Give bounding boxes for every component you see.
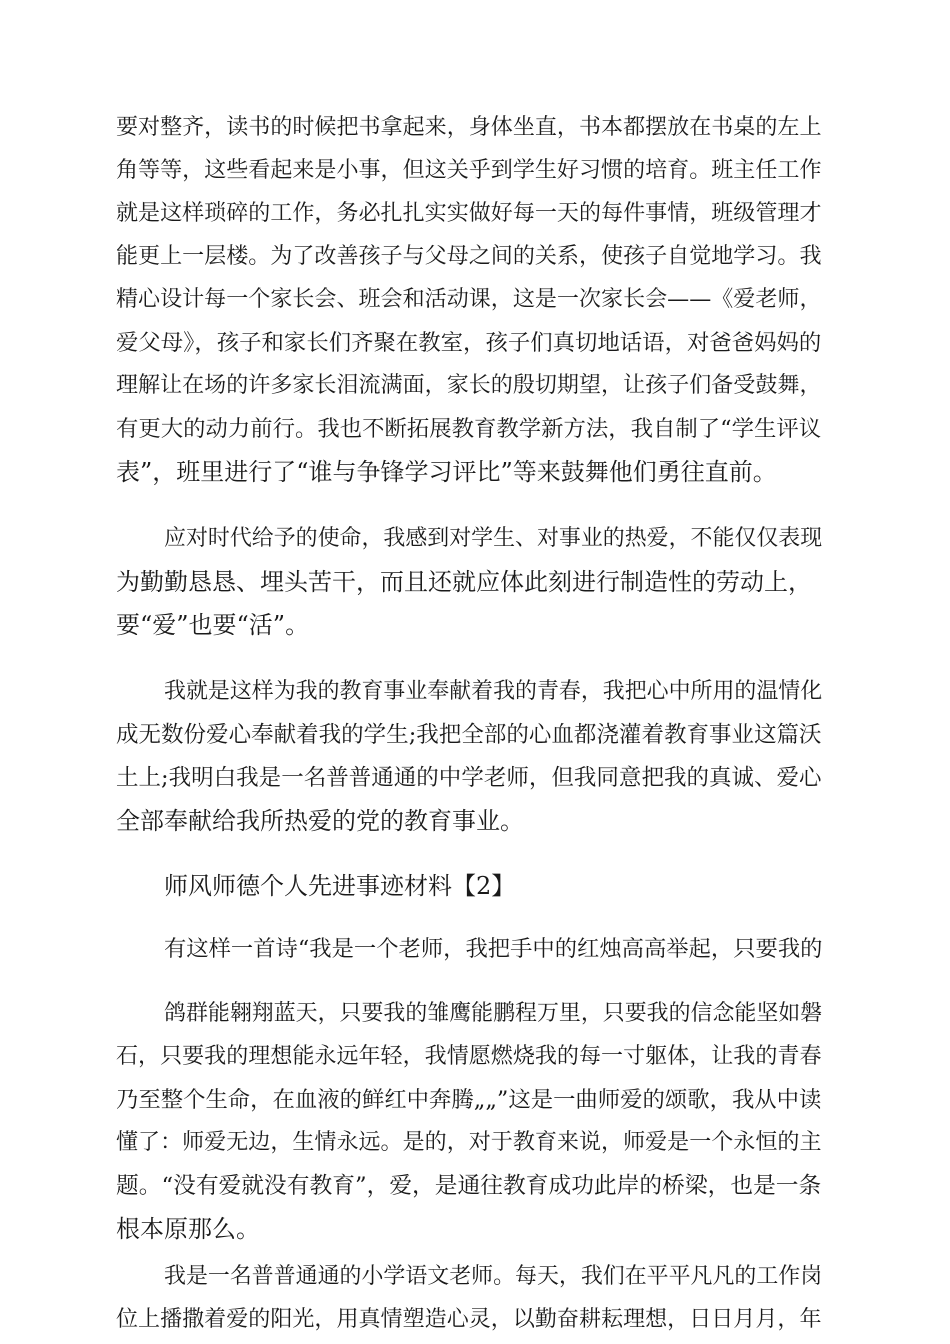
text-line: 鸽群能翱翔蓝天，只要我的雏鹰能鹏程万里，只要我的信念能坚如磐 [164,1001,823,1026]
text-line: 有这样一首诗“我是一个老师，我把手中的红烛高高举起，只要我的 [164,936,823,962]
text-line: 要“爱”也要“活”。 [116,611,310,639]
text-line: 精心设计每一个家长会、班会和活动课，这是一次家长会——《爱老师， [116,287,822,312]
text-line: 乃至整个生命，在血液的鲜红中奔腾„„”这是一曲师爱的颂歌，我从中读 [116,1087,822,1113]
text-line: 应对时代给予的使命，我感到对学生、对事业的热爱，不能仅仅表现 [164,526,823,551]
text-line: 爱父母》，孩子和家长们齐聚在教室，孩子们真切地话语，对爸爸妈妈的 [116,330,822,356]
text-line: 根本原那么。 [116,1215,260,1243]
text-line: 我就是这样为我的教育事业奉献着我的青春，我把心中所用的温情化 [164,679,823,704]
text-line: 成无数份爱心奉献着我的学生;我把全部的心血都浇灌着教育事业这篇沃 [116,722,822,748]
text-line: 位上播撒着爱的阳光，用真情塑造心灵，以勤奋耕耘理想，日日月月，年 [116,1307,822,1332]
text-line: 我是一名普普通通的小学语文老师。每天，我们在平平凡凡的工作岗 [164,1264,823,1289]
text-line: 有更大的动力前行。我也不断拓展教育教学新方法，我自制了“学生评议 [116,416,822,442]
text-line: 表”，班里进行了“谁与争锋学习评比”等来鼓舞他们勇往直前。 [116,458,777,486]
section-heading: 师风师德个人先进事迹材料【2】 [164,872,516,900]
text-line: 为勤勤恳恳、埋头苦干，而且还就应体此刻进行制造性的劳动上， [116,568,812,596]
text-line: 土上;我明白我是一名普普通通的中学老师，但我同意把我的真诚、爱心 [116,765,822,791]
text-line: 角等等，这些看起来是小事，但这关乎到学生好习惯的培育。班主任工作 [116,158,822,183]
text-line: 就是这样琐碎的工作，务必扎扎实实做好每一天的每件事情，班级管理才 [116,201,822,226]
text-line: 题。“没有爱就没有教育”，爱，是通往教育成功此岸的桥梁，也是一条 [116,1173,822,1199]
text-line: 理解让在场的许多家长泪流满面，家长的殷切期望，让孩子们备受鼓舞， [116,373,822,398]
text-line: 要对整齐，读书的时候把书拿起来，身体坐直，书本都摆放在书桌的左上 [116,115,822,140]
text-line: 石，只要我的理想能永远年轻，我情愿燃烧我的每一寸躯体，让我的青春 [116,1044,822,1069]
text-line: 全部奉献给我所热爱的党的教育事业。 [116,807,524,835]
text-line: 懂了：师爱无边，生情永远。是的，对于教育来说，师爱是一个永恒的主 [116,1130,822,1155]
text-line: 能更上一层楼。为了改善孩子与父母之间的关系，使孩子自觉地学习。我 [116,244,822,269]
